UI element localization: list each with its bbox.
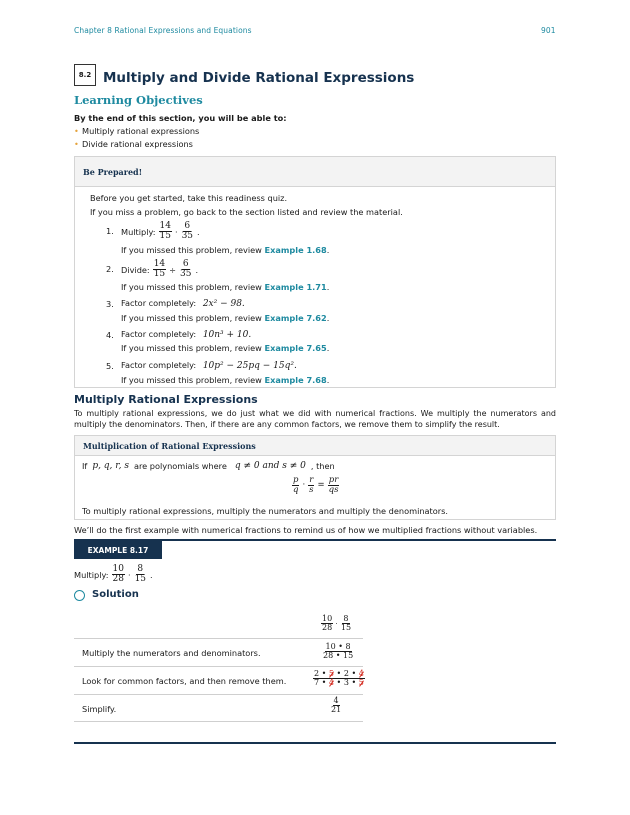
quiz-label: Factor completely: (121, 329, 197, 339)
fraction: $\frac{8}{15}$ (134, 564, 147, 584)
step-description: Simplify. (82, 704, 117, 714)
section-number-badge: 8.2 (74, 64, 96, 86)
fraction: $\frac{p}{q}$ (293, 475, 299, 495)
step-expression (313, 670, 365, 687)
cancelled-factor: 5 (358, 678, 364, 687)
objective-item: • Divide rational expressions (82, 139, 193, 149)
quiz-item-number: 3. (106, 299, 114, 309)
step-expression (330, 697, 342, 714)
cancelled-factor: 4 (358, 669, 364, 678)
rule-box-heading: Multiplication of Rational Expressions (75, 436, 555, 456)
step-expression: $\frac{10}{28}$ · $\frac{8}{15}$ (322, 614, 352, 632)
expression: 2x² − 98. (202, 299, 245, 309)
multiply-paragraph: To multiply rational expressions, we do just what we did with numerical fractions. We multiply the numerators and multiply the denominators. Then, if there are any common factors, we remove them to simplify the result. (74, 409, 556, 429)
example-end-rule (74, 742, 556, 744)
expression: 10p² − 25pq − 15q². (202, 361, 297, 371)
be-prepared-heading: Be Prepared! (75, 157, 555, 187)
operator: · (174, 226, 178, 237)
quiz-item-4 (121, 329, 251, 340)
quiz-review-line: If you missed this problem, review Example 7.62. (121, 313, 330, 323)
transition-text: We’ll do the first example with numerical fractions to remind us of how we multiplied fractions without variables. (74, 525, 538, 535)
fraction: $\frac{14}{15}$ (159, 221, 171, 241)
quiz-label: Factor completely: (121, 360, 197, 370)
fraction: $\frac{10 • 8}{28 • 15}$ (323, 642, 354, 660)
fraction: $\frac{10}{28}$ (112, 564, 124, 584)
example-link[interactable]: Example 1.71 (264, 282, 327, 292)
operator: ÷ (169, 264, 177, 275)
quiz-review-line: If you missed this problem, review Example 1.68. (121, 245, 330, 255)
fraction: $\frac{10}{28}$ (322, 614, 333, 632)
example-link[interactable]: Example 7.65 (264, 343, 327, 353)
rule-condition: If p, q, r, s are polynomials where q ≠ 0 and s ≠ 0 , then (82, 461, 335, 471)
running-header-chapter: Chapter 8 Rational Expressions and Equations (74, 26, 252, 35)
table-divider (74, 666, 363, 667)
quiz-item-2: Divide: $\frac{14}{15}$ ÷ $\frac{6}{35}$ . (121, 259, 199, 279)
quiz-label: Multiply: (121, 226, 156, 237)
fraction: $\frac{4}{21}$ (331, 696, 342, 714)
example-link[interactable]: Example 7.62 (264, 313, 327, 323)
cancelled-factor: 4 (328, 678, 334, 687)
objectives-intro: By the end of this section, you will be able to: (74, 113, 287, 123)
step-description: Multiply the numerators and denominators. (82, 648, 261, 658)
quiz-item-1: Multiply: $\frac{14}{15}$ · $\frac{6}{35}$ . (121, 221, 200, 241)
check-circle-icon (74, 590, 85, 601)
example-problem: Multiply: $\frac{10}{28}$ · $\frac{8}{15}$ . (74, 564, 153, 584)
cancelled-factor: 5 (328, 669, 334, 678)
objectives-heading: Learning Objectives (74, 93, 203, 107)
rule-formula: $\frac{p}{q}$ · $\frac{r}{s}$ = $\frac{pr}{qs}$ (293, 475, 339, 495)
rule-constraint: q ≠ 0 and s ≠ 0 (234, 461, 306, 471)
table-divider (74, 638, 363, 639)
quiz-review-line: If you missed this problem, review Example 7.68. (121, 375, 330, 385)
quiz-item-5 (121, 360, 297, 371)
quiz-item-3 (121, 298, 245, 309)
section-title: Multiply and Divide Rational Expressions (103, 70, 415, 86)
quiz-review-line: If you missed this problem, review Example 1.71. (121, 282, 330, 292)
quiz-item-number: 5. (106, 361, 114, 371)
example-link[interactable]: Example 1.68 (264, 245, 327, 255)
prepared-line-2: If you miss a problem, go back to the section listed and review the material. (90, 207, 403, 217)
fraction: $\frac{14}{15}$ (153, 259, 166, 279)
fraction: $\frac{r}{s}$ (309, 475, 314, 495)
fraction: $\frac{pr}{qs}$ (328, 475, 339, 495)
rule-variables: p, q, r, s (92, 461, 129, 471)
rule-summary: To multiply rational expressions, multiply the numerators and multiply the denominators. (82, 506, 449, 516)
quiz-label: Divide: (121, 264, 150, 275)
quiz-label: Factor completely: (121, 298, 197, 308)
quiz-item-number: 4. (106, 330, 114, 340)
objective-item: • Multiply rational expressions (82, 126, 199, 136)
example-label: Multiply: (74, 569, 109, 580)
fraction: $\frac{8}{15}$ (340, 614, 352, 632)
quiz-item-number: 1. (106, 226, 114, 236)
solution-heading: Solution (74, 589, 139, 600)
example-tag: EXAMPLE 8.17 (74, 541, 162, 559)
quiz-review-line: If you missed this problem, review Example 7.65. (121, 343, 330, 353)
quiz-item-number: 2. (106, 264, 114, 274)
step-expression (322, 643, 354, 660)
table-divider (74, 694, 363, 695)
fraction: $\frac{6}{35}$ (180, 259, 192, 279)
page-number: 901 (541, 26, 556, 35)
fraction: $\frac{6}{35}$ (181, 221, 194, 241)
table-divider (74, 721, 363, 722)
step-description: Look for common factors, and then remove them. (82, 676, 287, 686)
subsection-heading: Multiply Rational Expressions (74, 393, 258, 406)
example-link[interactable]: Example 7.68 (264, 375, 327, 385)
prepared-line-1: Before you get started, take this readiness quiz. (90, 193, 288, 203)
expression: 10n³ + 10. (202, 330, 252, 340)
fraction: $\frac{2 • 5 • 2 • 4}{7 • 4 • 3 • 5}$ (314, 669, 364, 687)
